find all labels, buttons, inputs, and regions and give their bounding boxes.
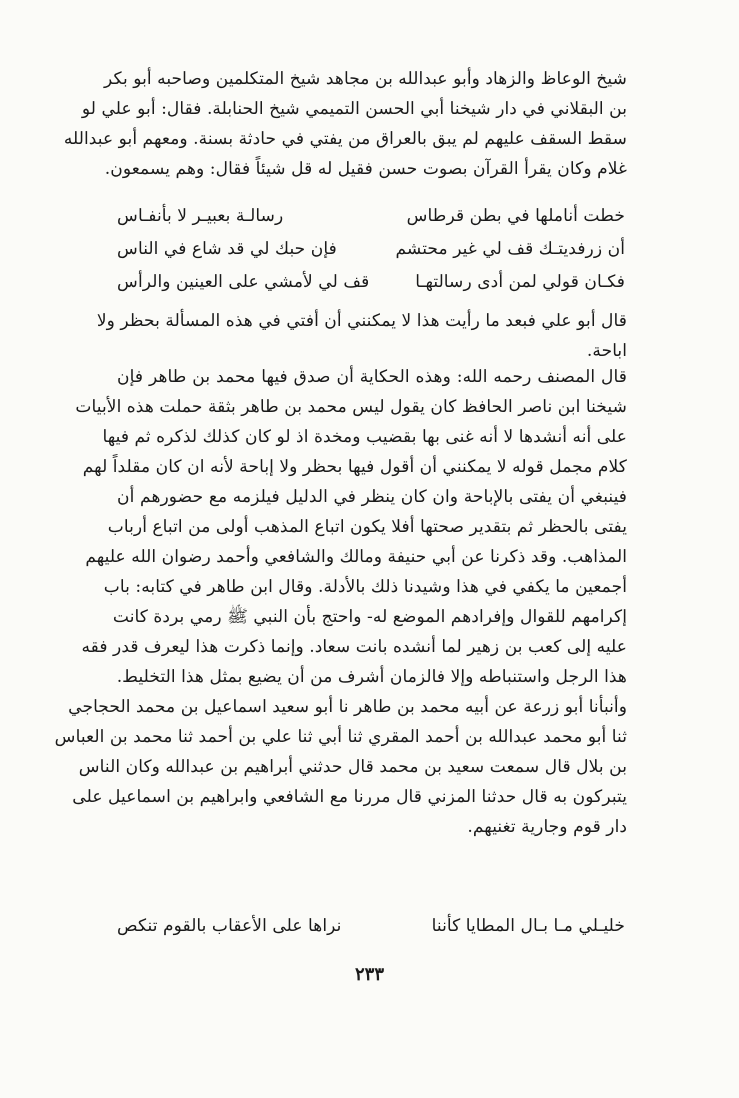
- verse-row: [117, 910, 627, 943]
- text-line: يفتى بالحظر ثم بتقدير صحتها أفلا يكون اتباع المذهب أولى من اتباع أرباب: [107, 517, 627, 537]
- text-line: يتبركون به قال حدثنا المزني قال مررنا مع الشافعي وابراهيم بن اسماعيل على: [72, 787, 627, 807]
- verse-row: [117, 233, 627, 266]
- text-line: كلام مجمل قوله لا يمكنني أن أقول فيها بحظر ولا إباحة لأنه ان كان مقلداً لهم: [82, 457, 627, 477]
- verse-first-hemistich: فكـان قولي لمن أدى رسالتهـا: [415, 272, 625, 292]
- verse-first-hemistich: خليـلي مـا بـال المطايا كأننا: [431, 916, 625, 936]
- verse-second-hemistich: رسالـة بعبيـر لا بأنفـاس: [117, 206, 284, 226]
- text-line: سقط السقف عليهم لم يبق بالعراق من يفتي في حادثة بسنة. ومعهم أبو عبدالله: [63, 129, 627, 149]
- verse-row: [117, 266, 627, 299]
- verse-second-hemistich: قف لي لأمشي على العينين والرأس: [117, 272, 370, 292]
- text-line: وأنبأنا أبو زرعة عن أبيه محمد بن طاهر نا أبو سعيد اسماعيل بن محمد الحجاجي: [68, 697, 627, 717]
- text-line: أجمعين ما يكفي في هذا وشيدنا ذلك بالأدلة. وقال ابن طاهر في كتابه: باب: [103, 577, 627, 597]
- text-line: على أنه أنشدها لا أنه غنى بها بقضيب ومخدة اذ لو كان كذلك لذكره ثم فيها: [102, 427, 627, 447]
- text-line: هذا الرجل واستنباطه وإلا فالزمان أشرف من أن يضيع بمثل هذا التخليط.: [116, 667, 627, 687]
- text-line: قال المصنف رحمه الله: وهذه الحكاية أن صدق فيها محمد بن طاهر فإن: [117, 367, 627, 387]
- text-line: دار قوم وجارية تغنيهم.: [467, 817, 627, 837]
- paragraph-2: [96, 306, 627, 366]
- text-line: قال أبو علي فبعد ما رأيت هذا لا يمكنني أن أفتي في هذه المسألة بحظر ولا: [96, 311, 627, 331]
- text-line: بن البقلاني في دار شيخنا أبي الحسن التميمي شيخ الحنابلة. فقال: أبو علي لو: [81, 99, 627, 119]
- text-line: فينبغي أن يفتى بالإباحة وان كان ينظر في الدليل فيلزمه مع حضورهم أن: [117, 487, 627, 507]
- verse-first-hemistich: خطت أناملها في بطن قرطاس: [406, 206, 625, 226]
- poem-verses-2: [117, 910, 627, 943]
- text-line: غلام وكان يقرأ القرآن بصوت حسن فقيل له قل شيئاً فقال: وهم يسمعون.: [104, 159, 627, 179]
- text-line: ثنا أبو محمد عبدالله بن أحمد المقري ثنا أبي ثنا علي بن أحمد ثنا محمد بن العباس: [54, 727, 627, 747]
- paragraph-3: [54, 362, 627, 842]
- poem-verses-1: [117, 200, 627, 299]
- text-line: بن بلال قال سمعت سعيد بن محمد قال حدثني أبراهيم بن عبدالله وكان الناس: [78, 757, 627, 777]
- verse-row: [117, 200, 627, 233]
- text-line: عليه إلى كعب بن زهير لما أنشده بانت سعاد. وإنما ذكرت هذا ليعرف قدر فقه: [81, 637, 627, 657]
- text-line: اباحة.: [586, 341, 627, 361]
- paragraph-1: [63, 64, 627, 184]
- verse-second-hemistich: فإن حبك لي قد شاع في الناس: [117, 239, 337, 259]
- text-line: المذاهب. وقد ذكرنا عن أبي حنيفة ومالك والشافعي وأحمد رضوان الله عليهم: [85, 547, 627, 567]
- verse-first-hemistich: أن زرفديتـك قف لي غير محتشم: [395, 239, 625, 259]
- verse-second-hemistich: نراها على الأعقاب بالقوم تنكص: [117, 916, 342, 936]
- text-line: شيخ الوعاظ والزهاد وأبو عبدالله بن مجاهد شيخ المتكلمين وصاحبه أبو بكر: [104, 69, 627, 89]
- text-line: إكرامهم للقوال وإفرادهم الموضع له- واحتج بأن النبي ﷺ رمي بردة كانت: [112, 607, 627, 627]
- text-line: شيخنا ابن ناصر الحافظ كان يقول ليس محمد بن طاهر بثقة حملت هذه الأبيات: [75, 397, 627, 417]
- page-number: ٢٣٣: [354, 964, 384, 985]
